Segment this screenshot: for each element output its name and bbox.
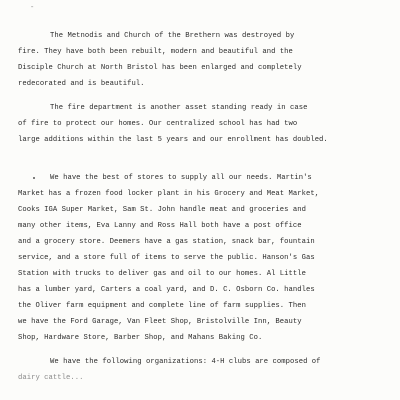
text-line: The fire department is another asset standing ready in case: [50, 104, 308, 112]
text-line: Cooks IGA Super Market, Sam St. John handle meat and groceries and: [18, 206, 306, 214]
text-line: the Oliver farm equipment and complete line of farm supplies. Then: [18, 302, 306, 310]
text-line: we have the Ford Garage, Van Fleet Shop, Bristolville Inn, Beauty: [18, 318, 302, 326]
text-line: large additions within the last 5 years and our enrollment has doubled.: [18, 136, 328, 144]
text-line: has a lumber yard, Carters a coal yard, and D. C. Osborn Co. handles: [18, 286, 315, 294]
text-line: Disciple Church at North Bristol has been enlarged and completely: [18, 64, 302, 72]
header-fragment: -: [30, 4, 35, 12]
text-line: dairy cattle...: [18, 374, 84, 382]
text-line: redecorated and is beautiful.: [18, 80, 145, 88]
text-line: We have the best of stores to supply all our needs. Martin's: [50, 174, 312, 182]
text-line: fire. They have both been rebuilt, modern and beautiful and the: [18, 48, 293, 56]
text-line: Shop, Hardware Store, Barber Shop, and Mahans Baking Co.: [18, 334, 263, 342]
text-line: many other items, Eva Lanny and Ross Hall both have a post office: [18, 222, 302, 230]
text-line: We have the following organizations: 4-H clubs are composed of: [50, 358, 321, 366]
stray-mark: [33, 177, 35, 179]
text-line: and a grocery store. Deemers have a gas station, snack bar, fountain: [18, 238, 315, 246]
text-line: The Metnodis and Church of the Brethern was destroyed by: [50, 32, 295, 40]
text-line: Station with trucks to deliver gas and oil to our homes. Al Little: [18, 270, 306, 278]
text-line: of fire to protect our homes. Our centralized school has had two: [18, 120, 298, 128]
text-line: service, and a store full of items to serve the public. Hanson's Gas: [18, 254, 315, 262]
text-line: Market has a frozen food locker plant in his Grocery and Meat Market,: [18, 190, 320, 198]
